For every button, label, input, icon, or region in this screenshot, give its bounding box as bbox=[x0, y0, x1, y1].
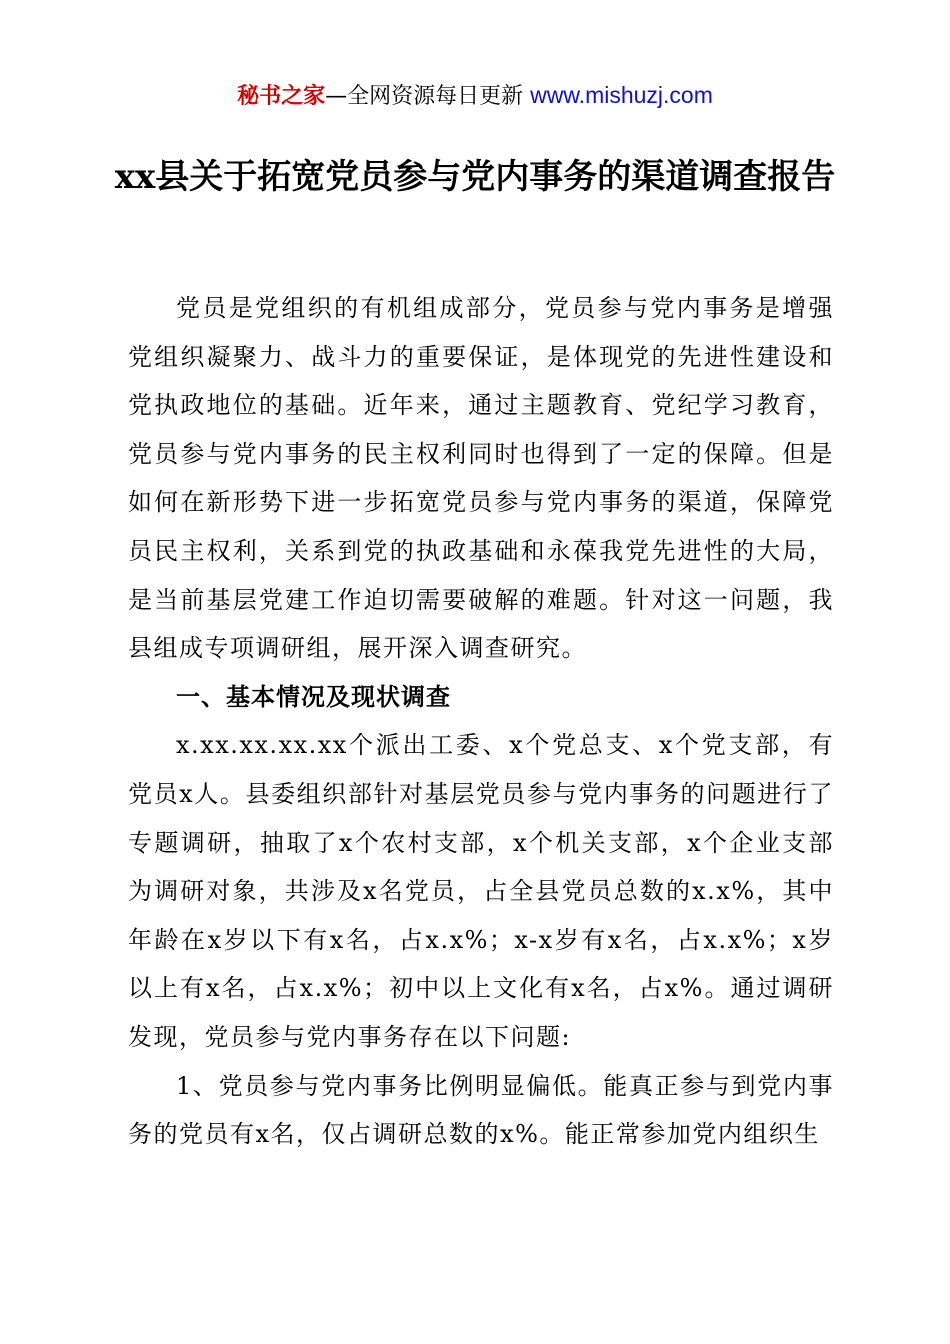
section-paragraph: x.xx.xx.xx.xx个派出工委、x个党总支、x个党支部，有党员x人。县委组织部针对基层党员参与党内事务的问题进行了专题调研，抽取了x个农村支部，x个机关支部，x个企业支部为调研对象，共涉及x名党员，占全县党员总数的x.x%，其中年龄在x岁以下有x名，占x.x%；x-x岁有x名，占x.x%；x岁以上有x名，占x.x%；初中以上文化有x名，占x%。通过调研发现，党员参与党内事务存在以下问题: bbox=[128, 731, 834, 1051]
document-title: xx县关于拓宽党员参与党内事务的渠道调查报告 bbox=[114, 157, 836, 197]
document-body bbox=[128, 284, 834, 1159]
section-paragraph: 1、党员参与党内事务比例明显偏低。能真正参与到党内事务的党员有x名，仅占调研总数的x%。能正常参加党内组织生 bbox=[128, 1071, 834, 1149]
site-brand: 秘书之家 bbox=[237, 84, 326, 109]
intro-paragraph: 党员是党组织的有机组成部分，党员参与党内事务是增强党组织凝聚力、战斗力的重要保证，是体现党的先进性建设和党执政地位的基础。近年来，通过主题教育、党纪学习教育，党员参与党内事务的民主权利同时也得到了一定的保障。但是如何在新形势下进一步拓宽党员参与党内事务的渠道，保障党员民主权利，关系到党的执政基础和永葆我党先进性的大局，是当前基层党建工作迫切需要破解的难题。针对这一问题，我县组成专项调研组，展开深入调查研究。 bbox=[128, 294, 834, 663]
section-heading: 一、基本情况及现状调查 bbox=[176, 682, 451, 711]
site-header bbox=[0, 80, 950, 112]
site-slogan: —全网资源每日更新 bbox=[325, 84, 531, 109]
site-url-link[interactable]: www.mishuzj.com bbox=[530, 82, 713, 108]
